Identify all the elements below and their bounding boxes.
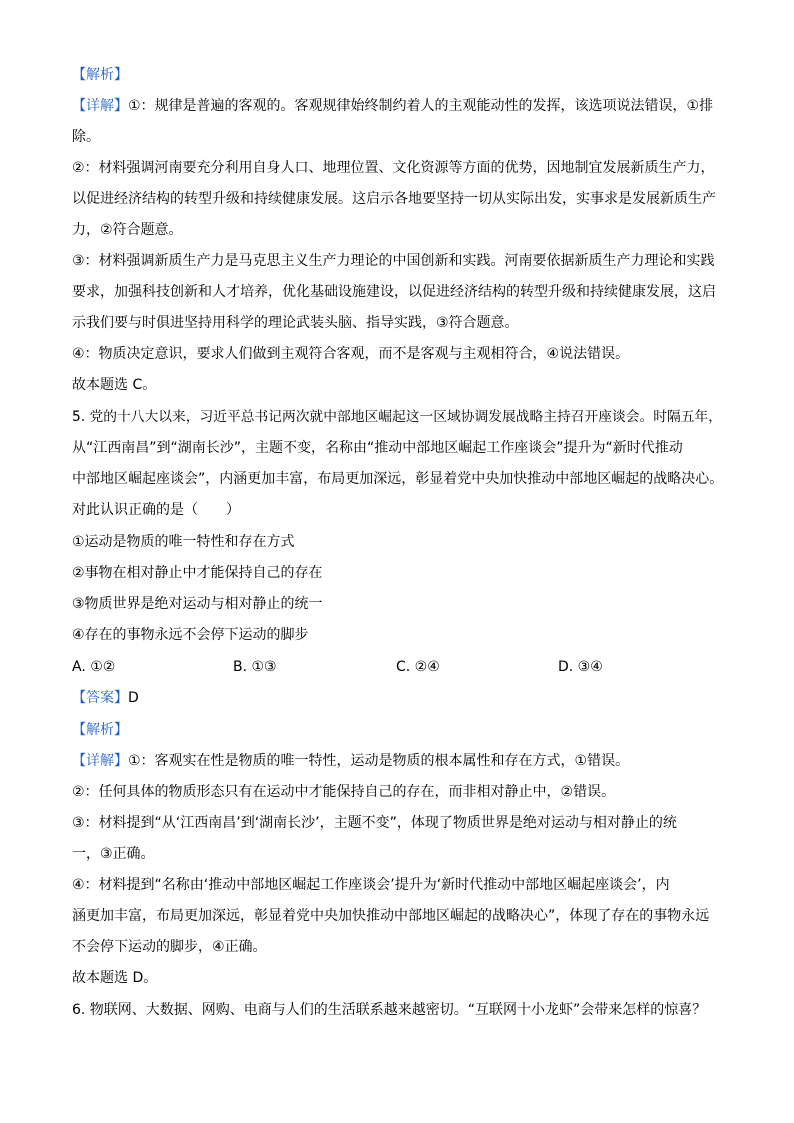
statement-1: ①运动是物质的唯一特性和存在方式 bbox=[72, 534, 295, 550]
question-5-stem: 从“江西南昌”到“湖南长沙”，主题不变，名称由“推动中部地区崛起工作座谈会”提升为“新时代推动 bbox=[72, 440, 683, 456]
question-6-stem: 6. 物联网、大数据、网购、电商与人们的生活联系越来越密切。“互联网十小龙虾”会带来怎样的惊喜？ bbox=[72, 1002, 707, 1018]
statement-2: ②事物在相对静止中才能保持自己的存在 bbox=[72, 565, 323, 581]
option-b: B. ①③ bbox=[233, 659, 277, 675]
text-line: 故本题选 C。 bbox=[72, 377, 157, 393]
detail-paragraph bbox=[72, 97, 732, 115]
text-line: ①：客观实在性是物质的唯一特性，运动是物质的根本属性和存在方式，①错误。 bbox=[128, 753, 630, 769]
statement-3: ③物质世界是绝对运动与相对静止的统一 bbox=[72, 596, 323, 612]
text-line: 要求，加强科技创新和人才培养，优化基础设施建设，以促进经济结构的转型升级和持续健康发展，这启 bbox=[72, 284, 716, 300]
text-line: ④：材料提到“名称由‘推动中部地区崛起工作座谈会’提升为‘新时代推动中部地区崛起座谈会’，内 bbox=[72, 877, 670, 893]
text-line: 故本题选 D。 bbox=[72, 970, 158, 986]
analysis-tag: 【解析】 bbox=[72, 67, 128, 83]
analysis-tag: 【解析】 bbox=[72, 722, 128, 738]
text-line: 除。 bbox=[72, 129, 100, 145]
option-d: D. ③④ bbox=[558, 659, 603, 675]
statement-4: ④存在的事物永远不会停下运动的脚步 bbox=[72, 627, 309, 643]
text-line: ②：材料强调河南要充分利用自身人口、地理位置、文化资源等方面的优势，因地制宜发展新质生产力， bbox=[72, 160, 715, 176]
answer-line bbox=[72, 689, 732, 707]
text-line: ②：任何具体的物质形态只有在运动中才能保持自己的存在，而非相对静止中，②错误。 bbox=[72, 784, 616, 800]
text-line: 以促进经济结构的转型升级和持续健康发展。这启示各地要坚持一切从实际出发，实事求是发展新质生产 bbox=[72, 191, 716, 207]
question-5-stem: 对此认识正确的是（ ） bbox=[72, 502, 240, 518]
detail-tag: 【详解】 bbox=[72, 98, 128, 114]
text-line: ①：规律是普遍的客观的。客观规律始终制约着人的主观能动性的发挥，该选项说法错误，①排 bbox=[128, 98, 714, 114]
text-line: 涵更加丰富，布局更加深远，彰显着党中央加快推动中部地区崛起的战略决心”，体现了存在的事物永远 bbox=[72, 908, 710, 924]
text-line: 不会停下运动的脚步，④正确。 bbox=[72, 939, 267, 955]
option-a: A. ①② bbox=[72, 659, 116, 675]
text-line: 一，③正确。 bbox=[72, 846, 155, 862]
text-line: ③：材料提到“从‘江西南昌’到‘湖南长沙’，主题不变”，体现了物质世界是绝对运动与相对静止的统 bbox=[72, 815, 677, 831]
text-line: ③：材料强调新质生产力是马克思主义生产力理论的中国创新和实践。河南要依据新质生产力理论和实践 bbox=[72, 253, 715, 269]
question-5-stem: 5. 党的十八大以来，习近平总书记两次就中部地区崛起这一区域协调发展战略主持召开座谈会。时隔五年， bbox=[72, 409, 722, 425]
question-5-stem: 中部地区崛起座谈会”，内涵更加丰富，布局更加深远，彰显着党中央加快推动中部地区崛起的战略决心。 bbox=[72, 471, 724, 487]
text-line: ④：物质决定意识，要求人们做到主观符合客观，而不是客观与主观相符合，④说法错误。 bbox=[72, 346, 630, 362]
text-line: 力，②符合题意。 bbox=[72, 222, 183, 238]
answer-value: D bbox=[128, 690, 139, 706]
answer-tag: 【答案】 bbox=[72, 690, 128, 706]
text-line: 示我们要与时俱进坚持用科学的理论武装头脑、指导实践，③符合题意。 bbox=[72, 315, 519, 331]
detail-paragraph bbox=[72, 752, 732, 770]
detail-tag: 【详解】 bbox=[72, 753, 128, 769]
option-c: C. ②④ bbox=[396, 659, 440, 675]
